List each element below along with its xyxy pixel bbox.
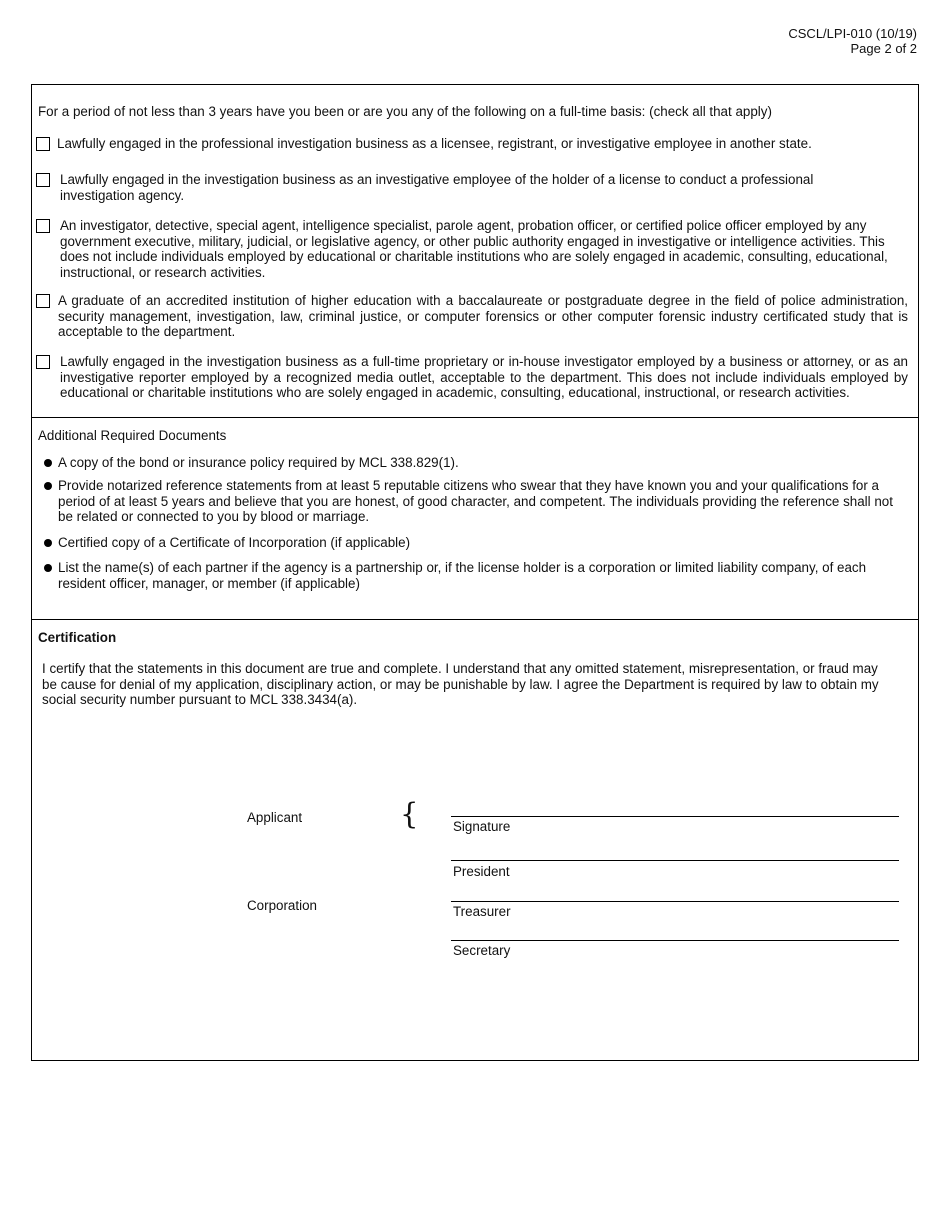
qualifications-intro: For a period of not less than 3 years have you been or are you any of the following on a full-time basis: (check all that apply) bbox=[38, 104, 772, 119]
certification-statement: I certify that the statements in this document are true and complete. I understand that any omitted statement, misrepresentation, or fraud may be cause for denial of my application, disciplinary action, or may be punishable by law. I agree the Department is required by law to obtain my social security number pursuant to MCL 338.3434(a). bbox=[42, 661, 879, 708]
checkbox-option-1[interactable] bbox=[36, 137, 50, 151]
page-number: Page 2 of 2 bbox=[850, 41, 917, 56]
signature-label: Signature bbox=[453, 819, 511, 834]
qualification-option-5 bbox=[36, 354, 908, 401]
document-item-3-text: Certified copy of a Certificate of Incorporation (if applicable) bbox=[58, 535, 411, 550]
bullet-icon bbox=[44, 539, 52, 547]
option-1-text: Lawfully engaged in the professional investigation business as a licensee, registrant, or investigative employee in another state. bbox=[57, 136, 812, 151]
qualifications-section bbox=[32, 85, 918, 418]
document-item-2 bbox=[42, 478, 898, 525]
form-frame bbox=[31, 84, 919, 1061]
document-item-4 bbox=[42, 560, 898, 591]
checkbox-option-3[interactable] bbox=[36, 219, 50, 233]
certification-title: Certification bbox=[38, 630, 117, 645]
president-signature-line[interactable] bbox=[451, 860, 899, 861]
checkbox-option-2[interactable] bbox=[36, 173, 50, 187]
document-item-1 bbox=[42, 455, 898, 471]
bullet-icon bbox=[44, 459, 52, 467]
bullet-icon bbox=[44, 564, 52, 572]
president-label: President bbox=[453, 864, 510, 879]
document-item-3 bbox=[42, 535, 898, 551]
option-4-text: A graduate of an accredited institution of higher education with a baccalaureate or postgraduate degree in the field of police administration, security management, investigation, law, criminal justice, or computer forensics or other computer forensic industry certificated study that is acceptable to the department. bbox=[58, 293, 908, 340]
option-5-text: Lawfully engaged in the investigation business as a full-time proprietary or in-house investigator employed by a business or attorney, or as an investigative reporter employed by a recognized media outlet, acceptable to the department. This does not include individuals employed by educational or charitable institutions who are solely engaged in academic, consulting, educational, instructional, or research activities. bbox=[60, 354, 908, 401]
qualification-option-4 bbox=[36, 293, 908, 340]
brace-icon: { bbox=[400, 797, 419, 831]
qualification-option-2 bbox=[36, 172, 908, 203]
treasurer-label: Treasurer bbox=[453, 904, 511, 919]
secretary-label: Secretary bbox=[453, 943, 511, 958]
checkbox-option-5[interactable] bbox=[36, 355, 50, 369]
form-header bbox=[788, 26, 917, 56]
option-3-text: An investigator, detective, special agent, intelligence specialist, parole agent, probation officer, or certified police officer employed by any government executive, military, judicial, or legislative agency, or other public authority engaged in investigative or intelligence activities. This does not include individuals employed by educational or charitable institutions who are solely engaged in academic, consulting, educational, instructional, or research activities. bbox=[60, 218, 888, 280]
applicant-label: Applicant bbox=[247, 810, 303, 825]
option-2-text: Lawfully engaged in the investigation business as an investigative employee of the holder of a license to conduct a professional investigation agency. bbox=[60, 172, 814, 203]
documents-section bbox=[32, 419, 918, 620]
signature-line[interactable] bbox=[451, 816, 899, 817]
corporation-label: Corporation bbox=[247, 898, 317, 913]
document-item-4-text: List the name(s) of each partner if the agency is a partnership or, if the license holder is a corporation or limited liability company, of each resident officer, manager, or member (if applicable) bbox=[58, 560, 867, 591]
qualification-option-3 bbox=[36, 218, 908, 280]
document-item-1-text: A copy of the bond or insurance policy required by MCL 338.829(1). bbox=[58, 455, 459, 470]
certification-section bbox=[32, 621, 918, 1059]
document-item-2-text: Provide notarized reference statements from at least 5 reputable citizens who swear that they have known you and your qualifications for a period of at least 5 years and believe that you are honest, of good character, and competent. The individuals providing the reference shall not be related or connected to you by blood or marriage. bbox=[58, 478, 893, 525]
documents-title: Additional Required Documents bbox=[38, 428, 227, 443]
treasurer-signature-line[interactable] bbox=[451, 901, 899, 902]
form-id: CSCL/LPI-010 (10/19) bbox=[788, 26, 917, 41]
bullet-icon bbox=[44, 482, 52, 490]
checkbox-option-4[interactable] bbox=[36, 294, 50, 308]
qualification-option-1 bbox=[36, 136, 908, 152]
secretary-signature-line[interactable] bbox=[451, 940, 899, 941]
